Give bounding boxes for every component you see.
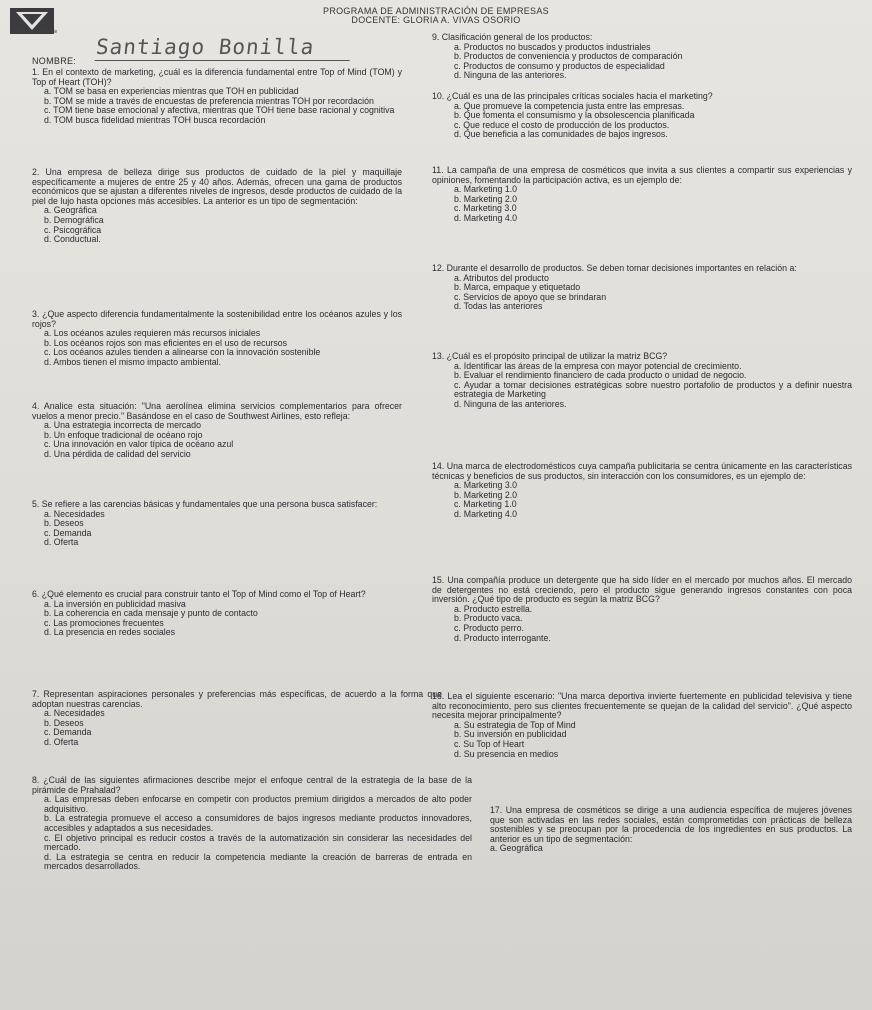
option-d[interactable]: d. TOM busca fidelidad mientras TOH busca recordación	[44, 114, 266, 125]
option-c[interactable]: c. TOM tiene base emocional y afectiva, mientras que TOH tiene base racional y cognitiva	[44, 105, 395, 116]
option-b[interactable]: b. La estrategia promueve el acceso a consumidores de bajos ingresos mediante productos innovadores, accesibles y adaptados a sus necesidades.	[44, 813, 472, 833]
option-d[interactable]: d. Una pérdida de calidad del servicio	[44, 448, 191, 459]
option-b[interactable]: b. Deseos	[44, 717, 84, 728]
option-a[interactable]: a. Productos no buscados y productos industriales	[454, 41, 651, 52]
option-b[interactable]: b. La coherencia en cada mensaje y punto de contacto	[44, 608, 258, 619]
question-stem: 4. Analice esta situación: "Una aerolínea elimina servicios complementarios para ofrecer vuelos a menor precio." Basándose en el caso de Southwest Airlines, esto refleja:	[32, 401, 402, 421]
option-d[interactable]: d. Producto interrogante.	[454, 632, 551, 643]
option-d[interactable]: d. Marketing 4.0	[454, 212, 518, 223]
option-b[interactable]: b. Que fomenta el consumismo y la obsolescencia planificada	[454, 110, 695, 121]
question-15	[432, 576, 852, 643]
option-b[interactable]: b. Los océanos rojos son mas eficientes en el uso de recursos	[44, 337, 288, 348]
option-a[interactable]: a. Geográfica	[44, 205, 97, 216]
question-6	[32, 590, 442, 638]
option-d[interactable]: d. La presencia en redes sociales	[44, 627, 176, 638]
question-16	[432, 692, 852, 759]
question-stem: 9. Clasificación general de los productos:	[432, 32, 593, 42]
option-b[interactable]: b. Su inversión en publicidad	[454, 729, 567, 740]
option-c[interactable]: c. Marketing 1.0	[454, 499, 517, 510]
name-field[interactable]: Santiago Bonilla	[95, 34, 353, 61]
option-a[interactable]: a. Una estrategia incorrecta de mercado	[44, 420, 201, 431]
question-stem: 3. ¿Que aspecto diferencia fundamentalmente la sostenibilidad entre los océanos azules y los rojos?	[32, 309, 402, 329]
option-c[interactable]: c. Psicográfica	[44, 224, 102, 235]
option-b[interactable]: b. Evaluar el rendimiento financiero de cada producto o unidad de negocio.	[454, 370, 747, 381]
option-d[interactable]: d. Oferta	[44, 736, 79, 747]
question-stem: 17. Una empresa de cosméticos se dirige a una audiencia específica de mujeres jóvenes que son activadas en las redes sociales, están comprometidas con prácticas de belleza sostenibles y se preocupan por la procedencia de los ingredientes en sus productos. La anterior es un tipo de segmentación:	[490, 805, 852, 844]
option-a[interactable]: a. Necesidades	[44, 508, 105, 519]
question-stem: 12. Durante el desarrollo de productos. Se deben tomar decisiones importantes en relación a:	[432, 263, 797, 273]
question-stem: 2. Una empresa de belleza dirige sus productos de cuidado de la piel y maquillaje específicamente a mujeres de entre 25 y 40 años. Además, ofrecen una gama de productos económicos que se ajustan a diferentes niveles de ingresos, desde productos de cuidado de la piel de lujo hasta opciones más accesibles. La anterior es un tipo de segmentación:	[32, 167, 402, 206]
option-a[interactable]: a. Los océanos azules requieren más recursos iniciales	[44, 328, 261, 339]
option-d[interactable]: d. Todas las anteriores	[454, 301, 543, 312]
option-b[interactable]: b. Productos de conveniencia y productos de comparación	[454, 51, 683, 62]
question-7	[32, 690, 442, 748]
option-b[interactable]: b. Un enfoque tradicional de océano rojo	[44, 429, 203, 440]
option-c[interactable]: c. El objetivo principal es reducir costos a través de la automatización sin considerar las necesidades del mercado.	[44, 832, 472, 853]
option-a[interactable]: a. Marketing 3.0	[454, 480, 518, 491]
option-d[interactable]: d. Oferta	[44, 537, 79, 548]
option-a[interactable]: a. Marketing 1.0	[454, 184, 518, 195]
option-c[interactable]: c. Productos de consumo y productos de especialidad	[454, 60, 665, 71]
option-d[interactable]: d. Conductual.	[44, 234, 101, 245]
option-d[interactable]: d. Marketing 4.0	[454, 508, 518, 519]
question-8	[32, 776, 472, 872]
question-stem: 11. La campaña de una empresa de cosméticos que invita a sus clientes a compartir sus experiencias y opiniones, fomentando la participación activa, es un ejemplo de:	[432, 165, 852, 185]
option-c[interactable]: c. Producto perro.	[454, 622, 524, 633]
option-d[interactable]: d. La estrategia se centra en reducir la competencia mediante la creación de barreras de entrada en mercados desarrollados.	[44, 851, 472, 872]
program-title: PROGRAMA DE ADMINISTRACIÓN DE EMPRESAS	[323, 6, 549, 16]
question-1	[32, 68, 402, 126]
teacher-name: DOCENTE: GLORIA A. VIVAS OSORIO	[351, 15, 521, 25]
question-9	[432, 33, 852, 81]
question-stem: 5. Se refiere a las carencias básicas y fundamentales que una persona busca satisfacer:	[32, 499, 378, 509]
question-stem: 1. En el contexto de marketing, ¿cuál es la diferencia fundamental entre Top of Mind (TOM) y Top of Heart (TOH)?	[32, 67, 402, 87]
option-b[interactable]: b. TOM se mide a través de encuestas de preferencia mientras TOH por recordación	[44, 95, 374, 106]
question-stem: 6. ¿Qué elemento es crucial para construir tanto el Top of Mind como el Top of Heart?	[32, 589, 366, 599]
question-stem: 13. ¿Cuál es el propósito principal de utilizar la matriz BCG?	[432, 351, 668, 361]
option-b[interactable]: b. Deseos	[44, 518, 84, 529]
option-d[interactable]: d. Su presencia en medios	[454, 748, 559, 759]
question-stem: 7. Representan aspiraciones personales y preferencias más específicas, de acuerdo a la forma que adoptan nuestras carencias.	[32, 689, 442, 709]
option-b[interactable]: b. Demográfica	[44, 214, 104, 225]
option-b[interactable]: b. Marca, empaque y etiquetado	[454, 282, 581, 293]
question-4	[32, 402, 402, 460]
option-a[interactable]: a. Su estrategia de Top of Mind	[454, 719, 576, 730]
name-label: NOMBRE:	[32, 56, 77, 66]
option-a[interactable]: a. Las empresas deben enfocarse en competir con productos premium dirigidos a mercados de alto poder adquisitivo.	[44, 794, 472, 814]
option-d[interactable]: d. Que beneficia a las comunidades de bajos ingresos.	[454, 129, 668, 140]
question-17	[490, 806, 852, 854]
question-12	[432, 264, 852, 312]
option-c[interactable]: c. Ayudar a tomar decisiones estratégicas sobre nuestro portafolio de productos y a definir nuestra estrategia de Marketing	[454, 379, 852, 400]
question-stem: 14. Una marca de electrodomésticos cuya campaña publicitaria se centra únicamente en las características técnicas y beneficios de sus productos, sin interacción con los consumidores, es un ejemplo de:	[432, 461, 852, 481]
option-c[interactable]: c. Servicios de apoyo que se brindaran	[454, 291, 607, 302]
question-14	[432, 462, 852, 520]
option-a[interactable]: a. Necesidades	[44, 708, 105, 719]
question-11	[432, 166, 852, 224]
question-stem: 10. ¿Cuál es una de las principales críticas sociales hacia el marketing?	[432, 91, 713, 101]
option-d[interactable]: d. Ambos tienen el mismo impacto ambiental.	[44, 356, 221, 367]
question-stem: 8. ¿Cuál de las siguientes afirmaciones describe mejor el enfoque central de la estrategia de la base de la pirámide de Prahalad?	[32, 775, 472, 795]
question-5	[32, 500, 432, 548]
question-3	[32, 310, 402, 368]
option-c[interactable]: c. Su Top of Heart	[454, 738, 525, 749]
option-c[interactable]: c. Marketing 3.0	[454, 203, 517, 214]
question-2	[32, 168, 402, 245]
option-a[interactable]: a. Identificar las áreas de la empresa con mayor potencial de crecimiento.	[454, 360, 742, 371]
option-c[interactable]: c. Demanda	[44, 527, 92, 538]
option-b[interactable]: b. Producto vaca.	[454, 613, 523, 624]
option-b[interactable]: b. Marketing 2.0	[454, 489, 518, 500]
question-13	[432, 352, 852, 410]
option-c[interactable]: c. Demanda	[44, 727, 92, 738]
option-a[interactable]: a. La inversión en publicidad masiva	[44, 598, 186, 609]
option-c[interactable]: c. Una innovación en valor típica de océano azul	[44, 439, 234, 450]
option-d[interactable]: d. Ninguna de las anteriores.	[454, 398, 567, 409]
option-a[interactable]: a. TOM se basa en experiencias mientras que TOH en publicidad	[44, 86, 299, 97]
question-stem: 15. Una compañía produce un detergente que ha sido líder en el mercado por muchos años. El mercado de detergentes no está creciendo, pero el producto sigue generando ingresos constantes con poca inversión. ¿Qué tipo de producto es según la matriz BCG?	[432, 575, 852, 605]
option-c[interactable]: c. Que reduce el costo de producción de los productos.	[454, 119, 670, 130]
question-stem: 16. Lea el siguiente escenario: "Una marca deportiva invierte fuertemente en publicidad televisiva y tiene alto reconocimiento, pero sus clientes frecuentemente se quejan de la calidad del servicio". ¿Qué aspecto necesita mejorar principalmente?	[432, 691, 852, 721]
option-c[interactable]: c. Los océanos azules tienden a alinearse con la innovación sostenible	[44, 347, 321, 358]
option-a[interactable]: a. Atributos del producto	[454, 272, 549, 283]
option-a[interactable]: a. Geográfica	[490, 843, 543, 854]
option-d[interactable]: d. Ninguna de las anteriores.	[454, 70, 567, 81]
option-b[interactable]: b. Marketing 2.0	[454, 193, 518, 204]
option-a[interactable]: a. Que promueve la competencia justa entre las empresas.	[454, 100, 685, 111]
option-c[interactable]: c. Las promociones frecuentes	[44, 617, 164, 628]
question-10	[432, 92, 852, 140]
logo-text: Universidad del Valle	[10, 29, 58, 35]
option-a[interactable]: a. Producto estrella.	[454, 603, 533, 614]
